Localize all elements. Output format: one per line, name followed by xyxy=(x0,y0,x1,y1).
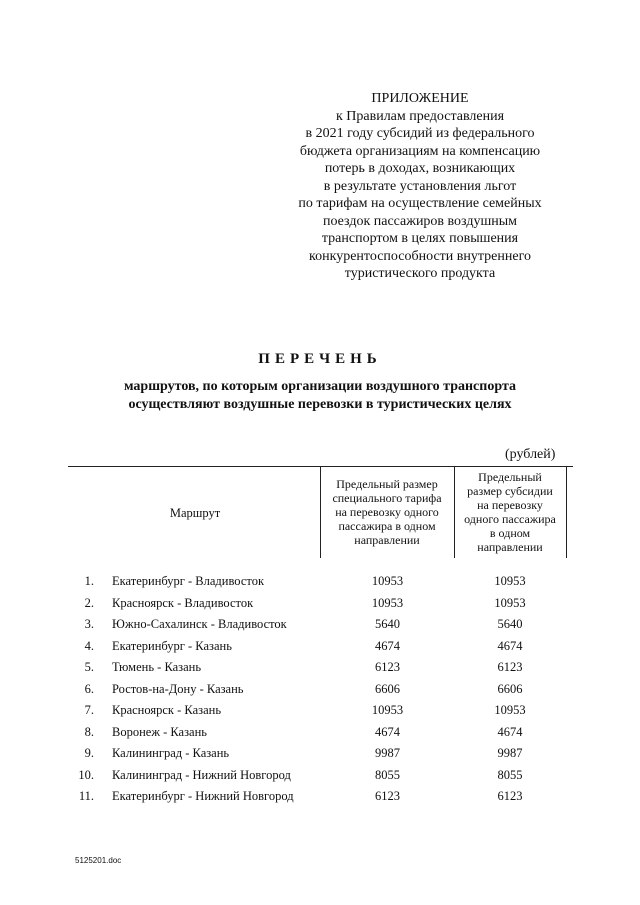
document-subtitle xyxy=(60,378,580,414)
appendix-line: бюджета организациям на компенсацию xyxy=(299,143,541,159)
row-tariff: 6123 xyxy=(375,789,400,803)
row-tariff: 5640 xyxy=(375,617,400,631)
row-subsidy: 8055 xyxy=(497,768,523,782)
table-row xyxy=(0,789,640,809)
table-row xyxy=(0,660,640,680)
row-number: 9. xyxy=(84,746,94,760)
appendix-block xyxy=(270,90,570,283)
header-subsidy-line: Предельный xyxy=(478,470,542,484)
appendix-line: поездок пассажиров воздушным xyxy=(323,213,517,229)
row-route: Воронеж - Казань xyxy=(112,725,207,739)
row-number: 5. xyxy=(84,660,94,674)
appendix-line: в результате установления льгот xyxy=(323,178,517,194)
currency-note: (рублей) xyxy=(505,447,556,462)
subtitle-line: осуществляют воздушные перевозки в туристических целях xyxy=(128,397,512,412)
row-number: 1. xyxy=(84,574,94,588)
table-row xyxy=(0,703,640,723)
row-number: 10. xyxy=(78,768,94,782)
header-subsidy-line: в одном xyxy=(489,526,531,540)
header-subsidy xyxy=(456,470,564,554)
table-row xyxy=(0,746,640,766)
row-subsidy: 9987 xyxy=(497,746,523,760)
row-route: Красноярск - Казань xyxy=(112,703,222,717)
row-tariff: 4674 xyxy=(375,639,400,653)
table-row xyxy=(0,639,640,659)
row-subsidy: 4674 xyxy=(497,725,523,739)
row-route: Ростов-на-Дону - Казань xyxy=(112,682,244,696)
appendix-line: туристического продукта xyxy=(344,266,496,281)
appendix-line: по тарифам на осуществление семейных xyxy=(298,196,542,211)
row-route: Екатеринбург - Владивосток xyxy=(112,574,265,588)
row-number: 3. xyxy=(84,617,94,631)
row-route: Калининград - Нижний Новгород xyxy=(112,768,291,782)
row-subsidy: 6606 xyxy=(497,682,523,696)
row-number: 11. xyxy=(78,789,94,803)
header-subsidy-line: на перевозку xyxy=(477,498,543,512)
header-subsidy-line: одного пассажира xyxy=(464,512,556,526)
appendix-line: транспортом в целях повышения xyxy=(321,231,519,246)
header-tariff-line: Предельный размер xyxy=(336,477,438,491)
header-route: Маршрут xyxy=(169,506,221,520)
row-route: Красноярск - Владивосток xyxy=(112,596,254,610)
appendix-line: к Правилам предоставления xyxy=(335,108,505,124)
row-tariff: 4674 xyxy=(375,725,400,739)
header-subsidy-line: размер субсидии xyxy=(467,484,553,498)
header-subsidy-line: направлении xyxy=(477,540,543,554)
row-subsidy: 6123 xyxy=(497,789,523,803)
row-route: Екатеринбург - Казань xyxy=(112,639,232,653)
subtitle-line: маршрутов, по которым организации воздушного транспорта xyxy=(123,379,516,394)
row-subsidy: 10953 xyxy=(494,703,526,717)
row-number: 8. xyxy=(84,725,94,739)
table-row xyxy=(0,682,640,702)
column-separator xyxy=(566,466,567,558)
row-subsidy: 10953 xyxy=(494,574,526,588)
header-tariff xyxy=(322,477,452,547)
appendix-line: потерь в доходах, возникающих xyxy=(324,161,516,176)
table-row xyxy=(0,574,640,594)
header-tariff-line: пассажира в одном xyxy=(338,519,436,533)
table-row xyxy=(0,768,640,788)
table-row xyxy=(0,617,640,637)
appendix-heading: ПРИЛОЖЕНИЕ xyxy=(371,91,469,106)
row-number: 7. xyxy=(84,703,94,717)
table-row xyxy=(0,596,640,616)
header-tariff-line: специального тарифа xyxy=(332,491,442,505)
row-number: 2. xyxy=(84,596,94,610)
header-tariff-line: на перевозку одного xyxy=(335,505,439,519)
row-subsidy: 5640 xyxy=(497,617,523,631)
row-route: Екатеринбург - Нижний Новгород xyxy=(112,789,294,803)
row-route: Калининград - Казань xyxy=(112,746,230,760)
document-title: ПЕРЕЧЕНЬ xyxy=(258,351,382,367)
row-route: Южно-Сахалинск - Владивосток xyxy=(112,617,287,631)
row-number: 6. xyxy=(84,682,94,696)
row-route: Тюмень - Казань xyxy=(112,660,202,674)
row-subsidy: 4674 xyxy=(497,639,523,653)
column-separator xyxy=(454,466,455,558)
row-tariff: 6123 xyxy=(375,660,400,674)
row-tariff: 10953 xyxy=(371,574,404,588)
row-tariff: 10953 xyxy=(371,596,404,610)
appendix-line: в 2021 году субсидий из федерального xyxy=(305,126,535,141)
row-subsidy: 6123 xyxy=(497,660,523,674)
row-subsidy: 10953 xyxy=(494,596,526,610)
footer-filename: 5125201.doc xyxy=(75,856,122,865)
row-number: 4. xyxy=(84,639,94,653)
row-tariff: 8055 xyxy=(375,768,400,782)
row-tariff: 9987 xyxy=(375,746,400,760)
table-row xyxy=(0,725,640,745)
appendix-line: конкурентоспособности внутреннего xyxy=(309,248,531,264)
column-separator xyxy=(320,466,321,558)
row-tariff: 10953 xyxy=(371,703,404,717)
row-tariff: 6606 xyxy=(375,682,400,696)
header-tariff-line: направлении xyxy=(354,533,420,547)
